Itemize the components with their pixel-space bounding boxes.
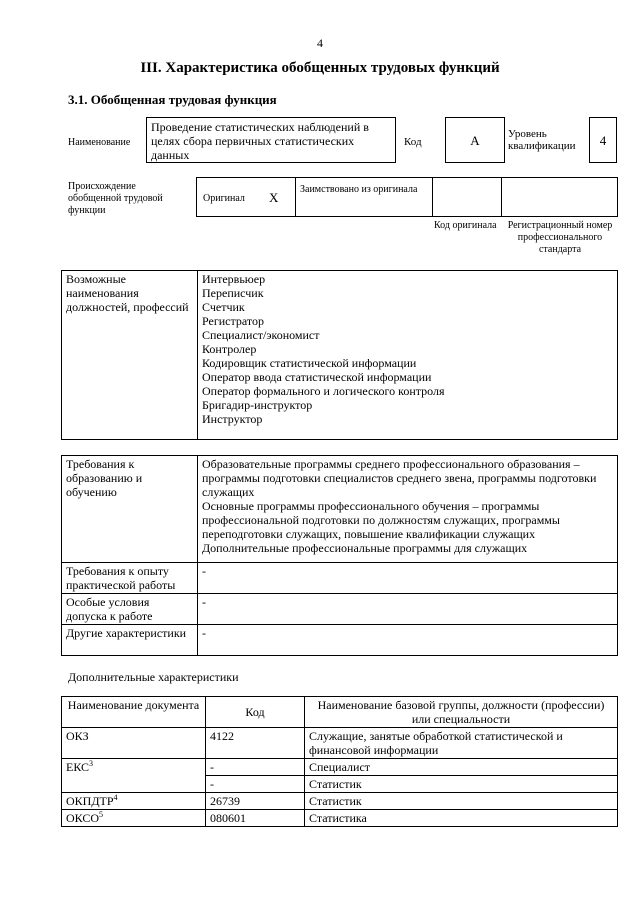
education-label: Требования к образованию и обучению [62, 456, 198, 563]
okpdtr-doc: ОКПДТР$^4$ [62, 793, 206, 810]
original-label: Оригинал [203, 193, 245, 204]
eks-doc: ЕКС$^3$ [62, 759, 206, 793]
table-row [62, 810, 618, 827]
eks-name: Специалист [305, 759, 618, 776]
name-box [146, 117, 396, 163]
positions-list [198, 271, 618, 440]
okpdtr-code: 26739 [206, 793, 305, 810]
position-item: Контролер [202, 342, 257, 356]
subsection-title: 3.1. Обобщенная трудовая функция [68, 92, 277, 107]
position-item: Интервьюер [202, 272, 266, 286]
col-doc-header: Наименование документа [62, 697, 206, 728]
code-box [445, 117, 505, 163]
other-label: Другие характеристики [62, 625, 198, 656]
code-original-box [432, 177, 502, 217]
position-item: Регистратор [202, 314, 265, 328]
eks-name: Статистик [305, 776, 618, 793]
position-item: Оператор формального и логического контроля [202, 384, 445, 398]
position-item: Оператор ввода статистической информации [202, 370, 432, 384]
table-row [62, 759, 618, 776]
additional-table [61, 696, 618, 827]
eks-code: - [206, 776, 305, 793]
okpdtr-name: Статистик [305, 793, 618, 810]
position-item: Счетчик [202, 300, 245, 314]
position-item: Специалист/экономист [202, 328, 320, 342]
special-conditions-value: - [198, 594, 618, 625]
requirements-table [61, 455, 618, 656]
reg-number-box [501, 177, 618, 217]
okso-doc: ОКСО$^5$ [62, 810, 206, 827]
reg-number-caption: Регистрационный номер профессионального стандарта [507, 220, 613, 255]
education-line: Образовательные программы среднего профессионального образования – программы подготовки специалистов среднего звена, программы подготовки служащих [202, 457, 597, 499]
okz-doc: ОКЗ [62, 728, 206, 759]
position-item: Бригадир-инструктор [202, 398, 313, 412]
table-row [62, 793, 618, 810]
section-title: III. Характеристика обобщенных трудовых функций [140, 60, 500, 76]
experience-label: Требования к опыту практической работы [62, 563, 198, 594]
okz-name: Служащие, занятые обработкой статистической и финансовой информации [305, 728, 618, 759]
footnote-mark: 4 [113, 793, 118, 802]
education-line: Дополнительные профессиональные программы для служащих [202, 541, 528, 555]
other-value: - [198, 625, 618, 656]
name-label: Наименование [68, 137, 131, 148]
borrowed-label: Заимствовано из оригинала [300, 184, 418, 195]
okso-code: 080601 [206, 810, 305, 827]
footnote-mark: 3 [89, 759, 94, 768]
experience-value: - [198, 563, 618, 594]
special-conditions-label: Особые условия допуска к работе [62, 594, 198, 625]
code-value: А [470, 133, 480, 148]
positions-table [61, 270, 618, 440]
position-item: Инструктор [202, 412, 263, 426]
eks-code: - [206, 759, 305, 776]
okso-name: Статистика [305, 810, 618, 827]
additional-title: Дополнительные характеристики [68, 670, 239, 684]
origin-label: Происхождение обобщенной трудовой функции [68, 181, 163, 216]
original-box [196, 177, 296, 217]
position-item: Переписчик [202, 286, 264, 300]
original-mark: X [269, 190, 279, 205]
education-value [198, 456, 618, 563]
footnote-mark: 5 [99, 810, 104, 819]
positions-label: Возможные наименования должностей, профессий [62, 271, 198, 440]
name-value: Проведение статистических наблюдений в целях сбора первичных статистических данных [151, 120, 369, 162]
level-value: 4 [599, 133, 607, 148]
level-label: Уровень квалификации [508, 128, 576, 152]
education-line: Основные программы профессионального обучения – программы профессиональной подготовки по должностям служащих, программы переподготовки служащих, повышение квалификации служащих [202, 499, 560, 541]
borrowed-box [295, 177, 433, 217]
code-label: Код [404, 136, 422, 148]
okz-code: 4122 [206, 728, 305, 759]
code-original-caption: Код оригинала [434, 220, 497, 231]
col-code-header: Код [206, 697, 305, 728]
page-number: 4 [317, 36, 323, 50]
level-box [589, 117, 617, 163]
position-item: Кодировщик статистической информации [202, 356, 417, 370]
col-name-header: Наименование базовой группы, должности (профессии) или специальности [305, 697, 618, 728]
table-row [62, 728, 618, 759]
